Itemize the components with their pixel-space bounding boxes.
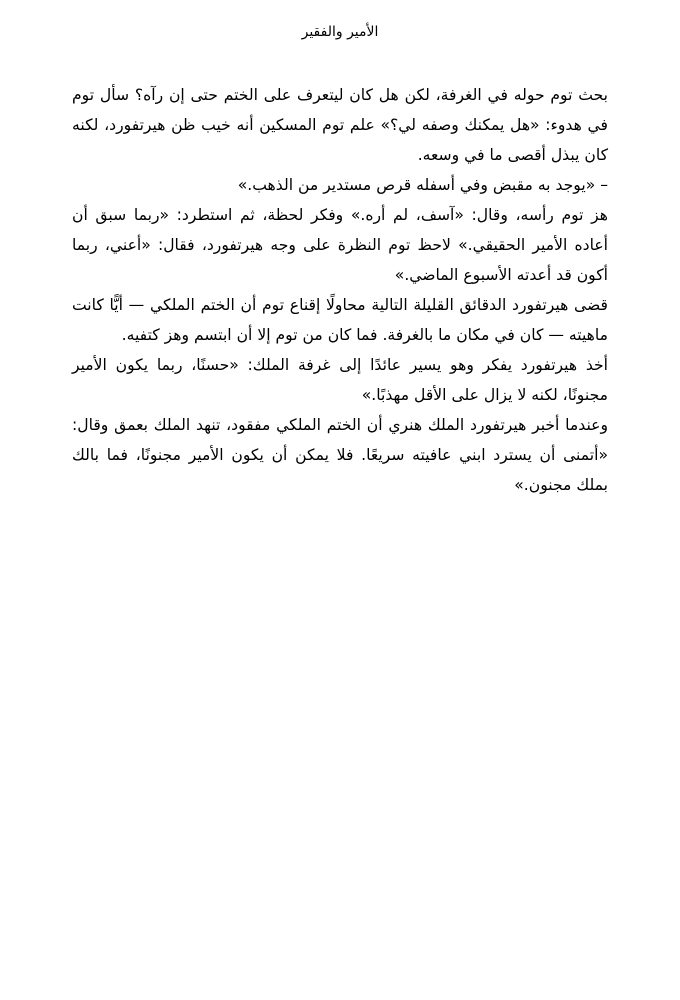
paragraph: وعندما أخبر هيرتفورد الملك هنري أن الختم الملكي مفقود، تنهد الملك بعمق وقال: «أتمنى أن يسترد ابني عافيته سريعًا. فلا يمكن أن يكون الأمير مجنونًا، فما بالك بملك مجنون.» [72,416,608,494]
paragraph: – «يوجد به مقبض وفي أسفله قرص مستدير من الذهب.» [237,176,608,194]
running-header-title: الأمير والفقير [301,24,379,40]
paragraph: أخذ هيرتفورد يفكر وهو يسير عائدًا إلى غرفة الملك: «حسنًا، ربما يكون الأمير مجنونًا، لكنه لا يزال على الأقل مهذبًا.» [72,356,608,404]
body-text [72,80,608,500]
paragraph: بحث توم حوله في الغرفة، لكن هل كان ليتعرف على الختم حتى إن رآه؟ سأل توم في هدوء: «هل يمكنك وصفه لي؟» علم توم المسكين أنه خيب ظن هيرتفورد، لكنه كان يبذل أقصى ما في وسعه. [72,86,608,164]
paragraph: هز توم رأسه، وقال: «آسف، لم أره.» وفكر لحظة، ثم استطرد: «ربما سبق أن أعاده الأمير الحقيقي.» لاحظ توم النظرة على وجه هيرتفورد، فقال: «أعني، ربما أكون قد أعدته الأسبوع الماضي.» [72,206,608,284]
paragraph: قضى هيرتفورد الدقائق القليلة التالية محاولًا إقناع توم أن الختم الملكي — أيًّا كانت ماهيته — كان في مكان ما بالغرفة. فما كان من توم إلا أن ابتسم وهز كتفيه. [72,296,608,344]
